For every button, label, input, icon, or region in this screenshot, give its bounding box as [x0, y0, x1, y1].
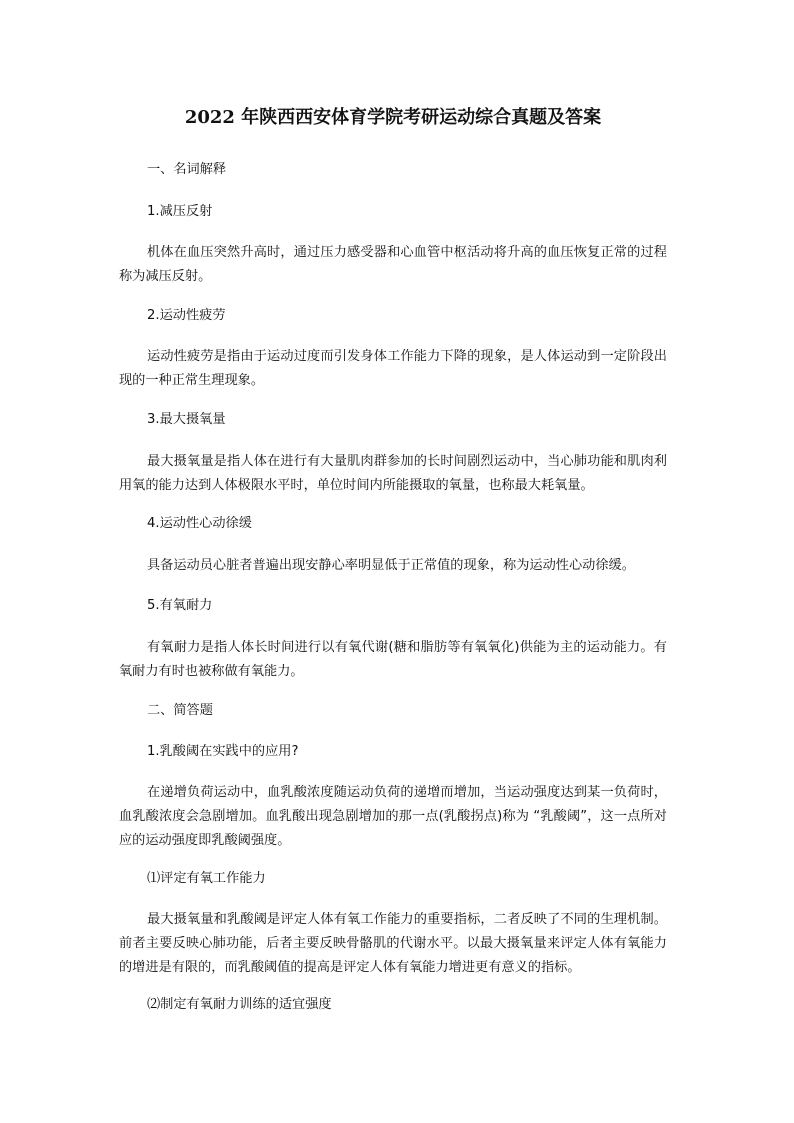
term-definition: 最大摄氧量是指人体在进行有大量肌肉群参加的长时间剧烈运动中，当心肺功能和肌肉利用氧的能力达到人体极限水平时，单位时间内所能摄取的氧量，也称最大耗氧量。: [119, 454, 667, 493]
term-heading: 3.最大摄氧量: [147, 412, 226, 427]
term-heading: 4.运动性心动徐缓: [147, 516, 252, 531]
term-heading: 1.减压反射: [147, 204, 213, 219]
question-intro: 在递增负荷运动中，血乳酸浓度随运动负荷的递增而增加，当运动强度达到某一负荷时，血乳酸浓度会急剧增加。血乳酸出现急剧增加的那一点(乳酸拐点)称为 “乳酸阈”，这一点所对应的运动强度即乳酸阈强度。: [119, 785, 667, 848]
term-definition: 有氧耐力是指人体长时间进行以有氧代谢(糖和脂肪等有氧氧化)供能为主的运动能力。有氧耐力有时也被称做有氧能力。: [119, 640, 667, 679]
term-definition: 具备运动员心脏者普遍出现安静心率明显低于正常值的现象，称为运动性心动徐缓。: [147, 558, 635, 573]
term-heading: 2.运动性疲劳: [147, 308, 226, 323]
term-definition: 机体在血压突然升高时，通过压力感受器和心血管中枢活动将升高的血压恢复正常的过程称为减压反射。: [119, 245, 667, 284]
term-heading: 5.有氧耐力: [147, 598, 213, 613]
term-definition: 运动性疲劳是指由于运动过度而引发身体工作能力下降的现象，是人体运动到一定阶段出现的一种正常生理现象。: [119, 349, 667, 388]
document-title: 2022 年陕西西安体育学院考研运动综合真题及答案: [184, 107, 602, 128]
subpoint-heading: ⑴评定有氧工作能力: [147, 871, 266, 886]
subpoint-text: 最大摄氧量和乳酸阈是评定人体有氧工作能力的重要指标，二者反映了不同的生理机制。前者主要反映心肺功能，后者主要反映骨骼肌的代谢水平。以最大摄氧量来评定人体有氧能力的增进是有限的，而乳酸阈值的提高是评定人体有氧能力增进更有意义的指标。: [119, 912, 667, 975]
subpoint-heading: ⑵制定有氧耐力训练的适宜强度: [147, 997, 332, 1012]
section-heading-definitions: 一、名词解释: [147, 162, 227, 177]
question-heading: 1.乳酸阈在实践中的应用?: [147, 744, 299, 759]
section-heading-short-answer: 二、简答题: [147, 703, 213, 718]
